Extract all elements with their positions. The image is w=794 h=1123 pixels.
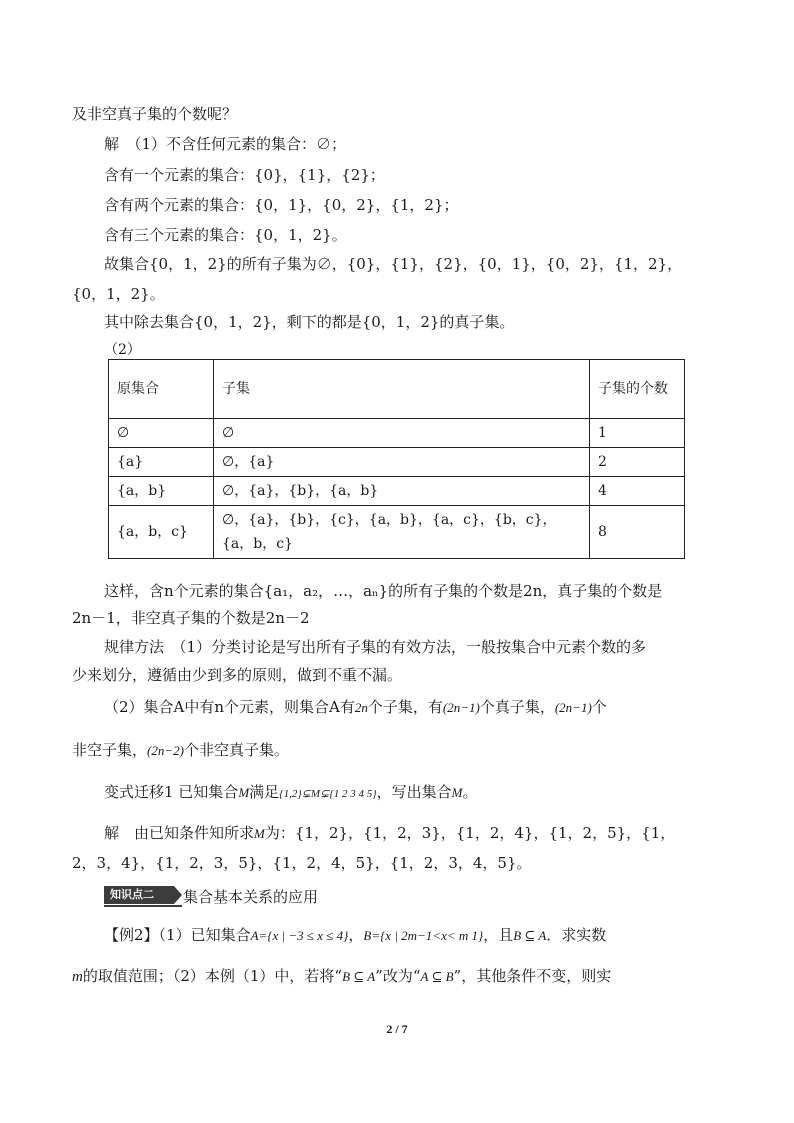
text-line: 故集合{0，1，2}的所有子集为∅，{0}，{1}，{2}，{0，1}，{0，2}，{1，2}， [104, 255, 683, 273]
text-line [104, 925, 606, 946]
table-header-cell: 原集合 [109, 360, 214, 419]
text-line: 含有一个元素的集合：{0}，{1}，{2}； [104, 166, 385, 184]
text-line: {0，1，2}。 [72, 285, 165, 303]
text-line: 含有三个元素的集合：{0，1，2}。 [104, 226, 347, 244]
table-cell: ∅，{a}，{b}，{c}，{a，b}，{a，c}，{b，c}，{a，b，c} [214, 506, 590, 559]
text-line [104, 782, 478, 804]
text-span: 个子集，有 [367, 698, 443, 716]
text-span: 个 [591, 698, 607, 716]
table-cell: {a} [109, 448, 214, 477]
table-cell: 1 [590, 419, 685, 448]
math-expression: M [254, 826, 265, 841]
math-expression: (2n−2) [147, 743, 184, 758]
subset-table [108, 359, 685, 559]
table-cell: 2 [590, 448, 685, 477]
table-header-cell: 子集的个数 [590, 360, 685, 419]
math-expression: m [72, 969, 83, 985]
section-title: 集合基本关系的应用 [183, 888, 319, 906]
table-cell: ∅ [109, 419, 214, 448]
math-expression: M [238, 785, 250, 800]
math-expression: 2n [354, 700, 368, 715]
math-expression: (2n−1) [442, 700, 480, 715]
text-line: 及非空真子集的个数呢？ [72, 105, 238, 123]
text-span: 为：{1，2}，{1，2，3}，{1，2，4}，{1，2，5}，{1， [264, 824, 676, 842]
text-span: ”，其他条件不变，则实 [453, 967, 612, 985]
text-line [72, 740, 289, 761]
math-expression: (2n−1) [554, 700, 592, 715]
text-line: 少来划分，遵循由少到多的原则，做到不重不漏。 [72, 666, 403, 684]
text-line [72, 966, 611, 987]
text-span: ， [348, 926, 364, 944]
text-line: 2n－1，非空真子集的个数是2n－2 [72, 609, 310, 627]
text-line: 解 （1）不含任何元素的集合：∅； [104, 135, 347, 153]
math-expression: {1,2}⊊M⊊{1 2 3 4 5} [279, 788, 377, 800]
text-span: 。 [462, 783, 478, 801]
math-expression: A={x | −3 ≤ x ≤ 4} [250, 928, 349, 943]
math-expression: B ⊆ A [342, 969, 376, 984]
table-row [109, 506, 685, 559]
text-span: ，且 [483, 926, 514, 944]
text-span: ”改为“ [375, 967, 421, 985]
section-tag: 知识点二 [104, 886, 174, 904]
text-span: ．求实数 [546, 926, 607, 944]
table-label: （2） [104, 342, 141, 358]
table-header-row [109, 360, 685, 419]
table-cell: {a，b} [109, 477, 214, 506]
table-row [109, 419, 685, 448]
math-expression: M [451, 785, 463, 800]
table-cell: ∅ [214, 419, 590, 448]
text-line: 其中除去集合{0，1，2}，剩下的都是{0，1，2}的真子集。 [104, 313, 515, 331]
text-line [104, 697, 607, 718]
table-cell: 4 [590, 477, 685, 506]
text-span: 个非空真子集。 [183, 741, 289, 759]
text-span: （2）集合A中有n个元素，则集合A有 [104, 698, 355, 716]
table-cell: ∅，{a}，{b}，{a，b} [214, 477, 590, 506]
text-line: 规律方法 （1）分类讨论是写出所有子集的有效方法，一般按集合中元素个数的多 [104, 638, 647, 656]
table-cell: 8 [590, 506, 685, 559]
text-span: 非空子集， [72, 741, 148, 759]
text-span: 变式迁移1 已知集合 [104, 783, 239, 801]
page-number: 2 / 7 [386, 1022, 408, 1036]
math-expression: B ⊆ A [513, 928, 547, 943]
table-cell: {a，b，c} [109, 506, 214, 559]
text-span: ，写出集合 [376, 783, 452, 801]
table-row [109, 477, 685, 506]
text-span: 解 由已知条件知所求 [104, 824, 255, 842]
section-tag-arrow [174, 886, 182, 904]
text-line: 含有两个元素的集合：{0，1}，{0，2}，{1，2}； [104, 196, 459, 214]
table-cell: ∅，{a} [214, 448, 590, 477]
section-underline [104, 905, 182, 907]
math-expression: A ⊆ B [420, 969, 454, 984]
table-header-cell: 子集 [214, 360, 590, 419]
table-row [109, 448, 685, 477]
text-line: 这样，含n个元素的集合{a₁，a₂，…，aₙ}的所有子集的个数是2n，真子集的个数是 [104, 582, 663, 600]
text-span: 的取值范围；（2）本例（1）中，若将“ [82, 967, 343, 985]
math-expression: B={x | 2m−1<x< m 1} [363, 928, 484, 943]
text-span: 【例2】（1）已知集合 [104, 926, 251, 944]
text-span: 满足 [249, 783, 280, 801]
text-line: 2，3，4}，{1，2，3，5}，{1，2，4，5}，{1，2，3，4，5}。 [72, 854, 532, 872]
text-span: 个真子集， [479, 698, 555, 716]
text-line [104, 823, 675, 844]
